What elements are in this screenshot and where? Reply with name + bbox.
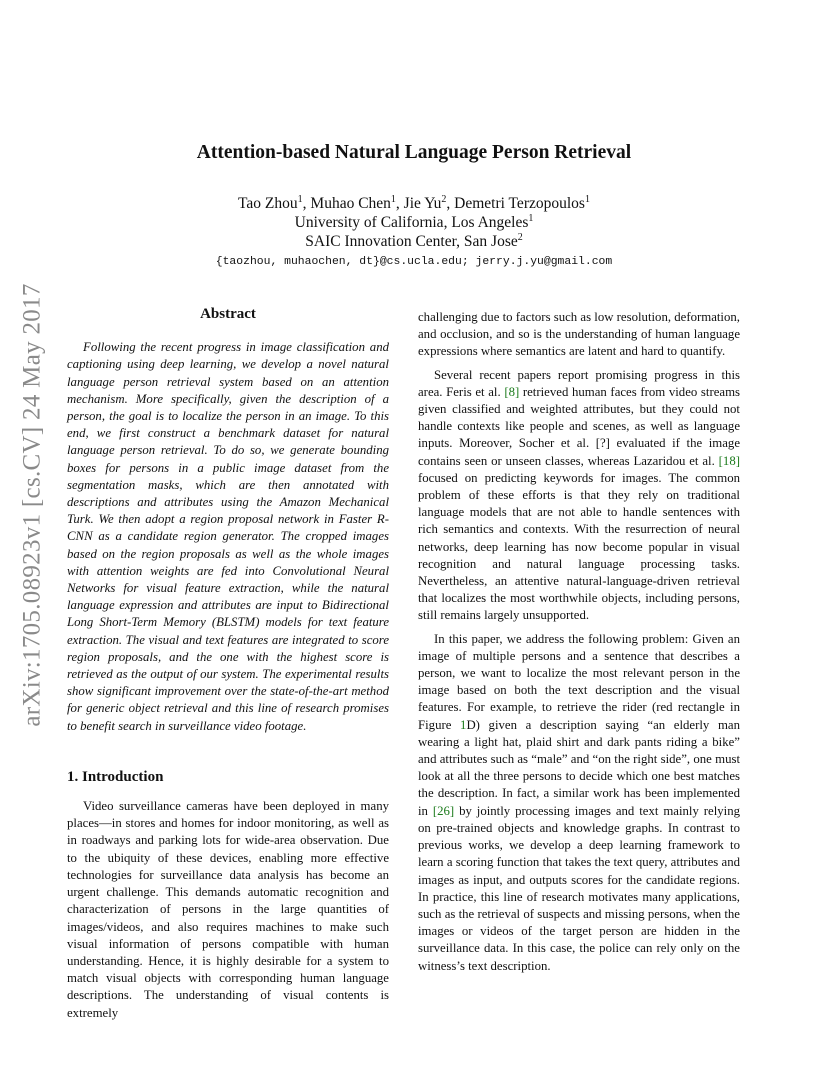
citation-link[interactable]: [26] bbox=[432, 803, 455, 818]
affil-mark: 2 bbox=[517, 231, 523, 243]
author-line: Tao Zhou$^1$, Muhao Chen$^1$, Jie Yu$^2$, Demetri Terzopoulos$^1$ bbox=[238, 193, 590, 212]
author-affil-mark: 1 bbox=[584, 193, 590, 205]
right-column bbox=[418, 309, 740, 975]
author-emails: {taozhou, muhaochen, dt}@cs.ucla.edu; jerry.j.yu@gmail.com bbox=[215, 256, 613, 268]
arxiv-id: arXiv:1705.08923v1 [cs.CV] 24 May 2017 bbox=[19, 283, 47, 727]
left-column bbox=[67, 306, 389, 1022]
affiliation-saic: SAIC Innovation Center, San Jose bbox=[305, 233, 518, 250]
paragraph-text: by jointly processing images and text mainly relying on pre-trained objects and knowledge graphs. In contrast to previous works, we develop a deep learning framework to learn a scoring function that takes the text query, attributes and images as input, and outputs scores for the candidate regions. In practice, this line of research motivates many applications, such as the retrieval of suspects and missing persons, when the images or videos of the target person are hidden in the surveillance data. In this case, the police can rely only on the witness’s text description. bbox=[418, 803, 740, 973]
intro-paragraph-1: Video surveillance cameras have been deployed in many places—in stores and homes for indoor monitoring, as well as in roadways and parking lots for wide-area observation. Due to the ubiquity of these devices, enabling more effective technologies for surveillance data analysis has become an urgent challenge. This demands automatic recognition and characterization of persons in the large quantities of images/videos, and also requires machines to make such visual information of persons compatible with human understanding. Hence, it is highly desirable for a system to match visual objects with corresponding human language descriptions. The understanding of visual contents is extremely bbox=[67, 799, 389, 1020]
abstract-heading: Abstract bbox=[200, 306, 256, 322]
paragraph-text: D) given a description saying “an elderly man wearing a light hat, plaid shirt and dark pants riding a bike” and attributes such as “male” and “on the right side”, one must look at all the three persons to decide which one best matches the description. In fact, a similar work has been implemented in bbox=[418, 717, 740, 818]
author-affil-mark: 1 bbox=[390, 193, 396, 205]
citation-link[interactable]: [18] bbox=[718, 453, 740, 468]
author-name: Muhao Chen bbox=[310, 195, 391, 212]
author-affil-mark: 2 bbox=[441, 193, 447, 205]
intro-paragraph-1-continued: challenging due to factors such as low resolution, deformation, and occlusion, and so is the understanding of human language expressions where semantics are latent and hard to quantify. bbox=[418, 310, 740, 359]
figure-link[interactable]: 1 bbox=[460, 717, 467, 732]
paragraph-text: focused on predicting keywords for images. The common problem of these efforts is that they rely on traditional language models that are not able to handle sentences with rich semantics and contexts. With the resurrection of neural networks, deep learning has now become popular in visual recognition and natural language processing tasks. Nevertheless, an attentive natural-language-driven retrieval that localizes the most worthwhile objects, including persons, still remains largely unsupported. bbox=[418, 470, 740, 623]
paragraph-text: In this paper, we address the following problem: Given an image of multiple persons and a sentence that describes a person, we want to localize the most relevant person in the image based on both the text description and the visual features. For example, to retrieve the rider (red rectangle in Figure bbox=[418, 631, 740, 732]
author-block bbox=[0, 194, 828, 251]
citation-link[interactable]: [8] bbox=[504, 384, 520, 399]
author-affil-mark: 1 bbox=[297, 193, 303, 205]
author-name: Demetri Terzopoulos bbox=[454, 195, 585, 212]
affiliation-line bbox=[0, 232, 828, 251]
intro-paragraph-3 bbox=[418, 631, 740, 975]
section-heading-introduction: 1. Introduction bbox=[67, 768, 164, 785]
arxiv-stamp bbox=[18, 275, 48, 735]
paragraph-text: retrieved human faces from video streams given classified and weighted attributes, but they could not handle contexts like people and scenes, as well as language inputs. Moreover, Socher et al. [?] evaluated if the image contains seen or unseen classes, whereas Lazaridou et al. bbox=[418, 384, 741, 468]
affiliation-line bbox=[0, 213, 828, 232]
affiliation-ucla: University of California, Los Angeles bbox=[294, 214, 529, 231]
intro-paragraph-2 bbox=[418, 367, 740, 625]
abstract-text: Following the recent progress in image classification and captioning using deep learning, we develop a novel natural language person retrieval system based on an attention mechanism. More specifically, given the description of a person, the goal is to localize the person in an image. To this end, we first construct a benchmark dataset for natural language person retrieval. To do so, we generate bounding boxes for persons in a public image dataset from the segmentation masks, which are then annotated with descriptions and attributes using the Amazon Mechanical Turk. We then adopt a region proposal network in Faster R-CNN as a candidate region generator. The cropped images based on the region proposals as well as the whole images with attention weights are fed into Convolutional Neural Networks for visual feature extraction, while the natural language expression and attributes are input to Bidirectional Long Short-Term Memory (BLSTM) models for text feature extraction. The visual and text features are integrated to score region proposals, and the one with the highest score is retrieved as the output of our system. The experimental results show significant improvement over the state-of-the-art method for generic object retrieval and this line of research promises to benefit search in surveillance video footage. bbox=[67, 340, 389, 733]
author-name: Tao Zhou bbox=[238, 195, 298, 212]
author-name: Jie Yu bbox=[403, 195, 442, 212]
affil-mark: 1 bbox=[528, 212, 534, 224]
paper-title: Attention-based Natural Language Person Retrieval bbox=[196, 142, 632, 163]
paragraph-text: Several recent papers report promising progress in this area. Feris et al. bbox=[418, 367, 740, 399]
